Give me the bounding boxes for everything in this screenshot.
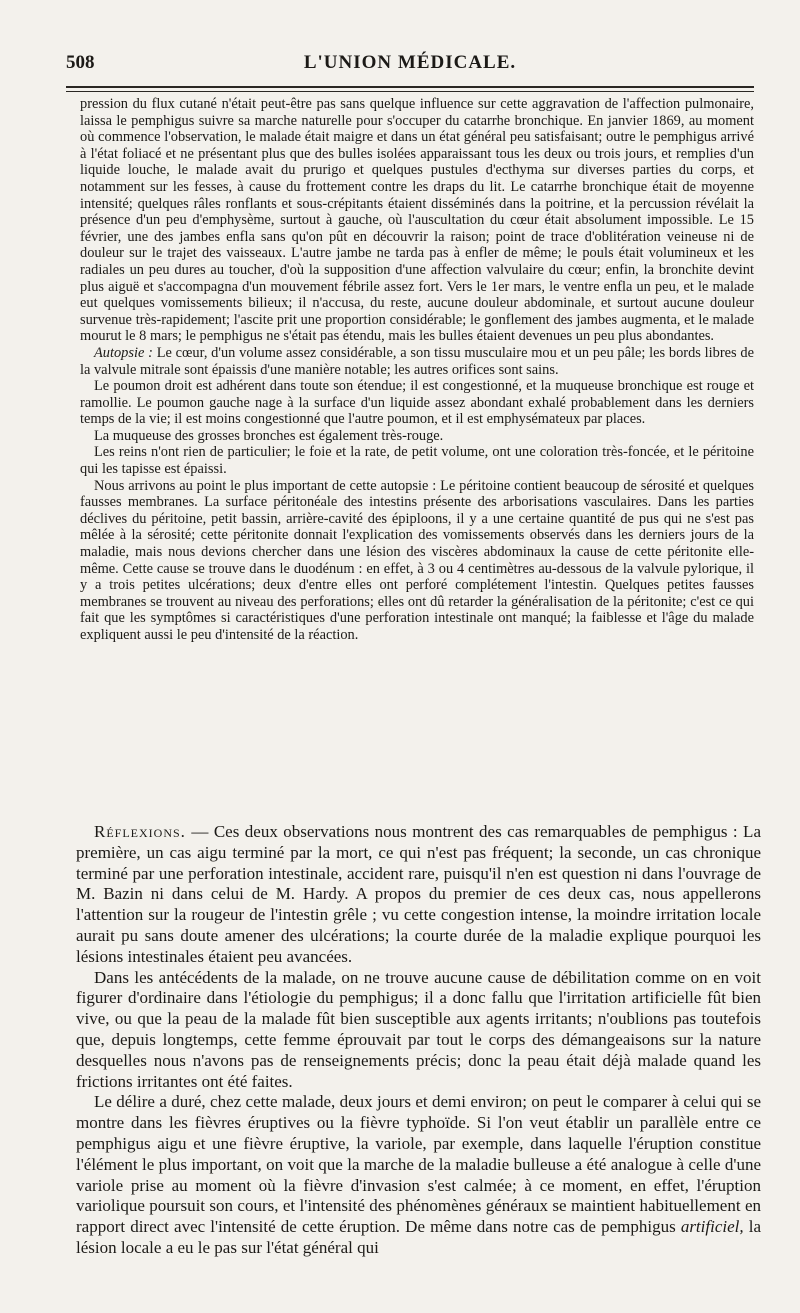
running-title: L'UNION MÉDICALE. <box>303 52 517 73</box>
reflexions-paragraph-3 <box>76 1092 761 1258</box>
reflexions-text-3: Le délire a duré, chez cette malade, deux jours et demi environ; on peut le comparer à celui qui se montre dans les fièvres éruptives ou la fièvre typhoïde. Si l'on veut établir un parallèle entre ce pemphigus aigu et une fièvre éruptive, la variole, par exemple, dans laquelle l'éruption constitue l'élément le plus important, on voit que la marche de la maladie bulleuse a été analogue à celle d'une variole prise au moment où la fièvre d'invasion s'est calmée; à ce moment, en effet, l'éruption variolique poursuit son cours, et l'intensité des phénomènes généraux se maintient habituellement en rapport direct avec l'intensité de cette éruption. De même dans notre cas de pemphigus <box>76 1092 761 1237</box>
autopsy-paragraph-kidneys: Les reins n'ont rien de particulier; le foie et la rate, de petit volume, ont une coloration très-foncée, et le péritoine qui les tapisse est épaissi. <box>80 444 754 478</box>
reflexions-paragraph <box>76 822 761 968</box>
page-number: 508 <box>66 52 95 73</box>
reflexions-paragraph-2: Dans les antécédents de la malade, on ne trouve aucune cause de débilitation comme on en voit figurer d'ordinaire dans l'étiologie du pemphigus; il a donc fallu que l'irritation artificielle fût bien vive, ou que la peau de la malade fût bien susceptible aux agents irritants; n'oublions pas toutefois que, depuis longtemps, cette femme éprouvait par tout le corps des démangeaisons sur la nature desquelles nous n'avons pas de renseignements précis; donc la peau était déjà malade quand les frictions irritantes ont été faites. <box>76 967 761 1091</box>
header-rule <box>66 86 754 88</box>
header-rule-thin <box>66 91 754 92</box>
autopsy-label: Autopsie : <box>94 344 153 361</box>
case-paragraph: pression du flux cutané n'était peut-être pas sans quelque influence sur cette aggravation de l'affection pulmonaire, laissa le pemphigus suivre sa marche naturelle pour s'occuper du catarrhe bronchique. En janvier 1869, au moment où commence l'observation, le malade était maigre et dans un état général peu satisfaisant; outre le pemphigus arrivé à l'état foliacé et ne présentant plus que des bulles isolées apparaissant tous les deux ou trois jours, et remplies d'un liquide louche, le malade avait du prurigo et quelques pustules d'ecthyma sur diverses parties du corps, et notamment sur les fesses, à cause du frottement contre les draps du lit. Le catarrhe bronchique était de moyenne intensité; quelques râles ronflants et sous-crépitants étaient disséminés dans la poitrine, et la percussion révélait la présence d'un peu d'emphysème, surtout à gauche, où l'auscultation du cœur était absolument impossible. Le 15 février, une des jambes enfla sans qu'on pût en découvrir la raison; point de trace d'oblitération veineuse ni de douleur sur le trajet des vaisseaux. L'autre jambe ne tarda pas à enfler de même; le pouls était volumineux et les radiales un peu dures au toucher, d'où la supposition d'une affection valvulaire du cœur; enfin, la bronchite devint plus aiguë et s'accompagna d'un mouvement fébrile assez fort. Vers le 1er mars, le ventre enfla un peu, et le malade eut quelques vomissements bilieux; il n'accusa, du reste, aucune douleur abdominale, et surtout aucune douleur survenue très-rapidement; l'ascite prit une proportion considérable; le gonflement des jambes augmenta, et le malade mourut le 8 mars; le pemphigus ne s'était pas étendu, mais les bulles étaient devenues un peu plus abondantes. <box>80 96 754 345</box>
autopsy-paragraph-peritoneum: Nous arrivons au point le plus important de cette autopsie : Le péritoine contient beaucoup de sérosité et quelques fausses membranes. La surface péritonéale des intestins présente des arborisations vasculaires. Dans les parties déclives du péritoine, petit bassin, arrière-cavité des épiploons, il y a une certaine quantité de pus qui ne s'est pas mêlée à la sérosité; cette péritonite donnait l'explication des vomissements observés dans les derniers jours de la maladie, mais nous devions chercher dans une lésion des viscères abdominaux la cause de cette péritonite elle-même. Cette cause se trouve dans le duodénum : en effet, à 3 ou 4 centimètres au-dessous de la valvule pylorique, il y a trois petites ulcérations; deux d'entre elles ont perforé complétement l'intestin. Quelques petites fausses membranes se trouvent au niveau des perforations; elles ont dû retarder la généralisation de la péritonite; c'est ce qui fait que les symptômes si caractéristiques d'une perforation intestinale ont manqué; la faiblesse et l'âge du malade expliquent aussi le peu d'intensité de la réaction. <box>80 477 754 643</box>
reflexions-label: Réflexions. <box>94 822 186 841</box>
autopsy-paragraph-lungs: Le poumon droit est adhérent dans toute son étendue; il est congestionné, et la muqueuse bronchique est rouge et ramollie. Le poumon gauche nage à la surface d'un liquide assez abondant exhalé probablement dans les derniers temps de la vie; il est moins congestionné que l'autre poumon, et il est emphysémateux par places. <box>80 378 754 428</box>
reflexions-italic: artificiel, <box>680 1217 744 1237</box>
autopsy-text: Le cœur, d'un volume assez considérable, a son tissu musculaire mou et un peu pâle; les bords libres de la valvule mitrale sont épaissis d'une manière notable; les autres orifices sont sains. <box>80 344 754 378</box>
autopsy-paragraph <box>80 345 754 378</box>
reflexions-text-3-end: la lésion locale a eu le pas sur l'état général qui <box>76 1217 762 1257</box>
reflexions-section <box>76 822 761 1259</box>
autopsy-paragraph-bronchi: La muqueuse des grosses bronches est également très-rouge. <box>94 427 444 444</box>
case-observation <box>80 96 754 644</box>
page-header <box>66 52 754 78</box>
reflexions-text: — Ces deux observations nous montrent des cas remarquables de pemphigus : La première, un cas aigu terminé par la mort, ce qui n'est pas fréquent; la seconde, un cas chronique terminé par une perforation intestinale, accident rare, puisqu'il n'en est question ni dans l'ouvrage de M. Bazin ni dans celui de M. Hardy. A propos du premier de ces deux cas, nous appellerons l'attention sur la rougeur de l'intestin grêle ; vu cette congestion intense, la moindre irritation locale aurait pu sans doute amener des ulcérations; la courte durée de la maladie explique pourquoi les lésions intestinales étaient peu avancées. <box>76 822 761 966</box>
